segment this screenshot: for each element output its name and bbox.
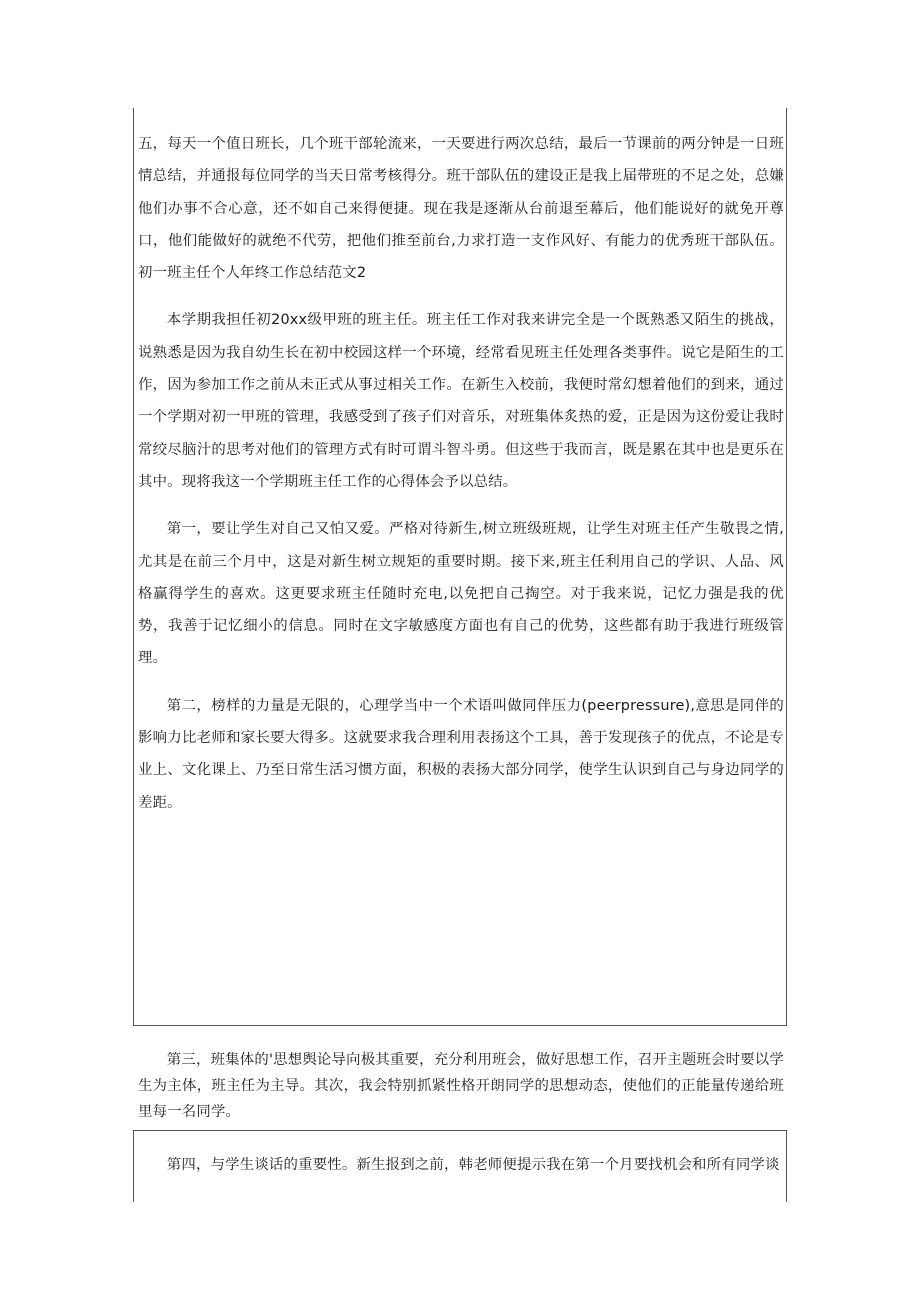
paragraph-intro: 本学期我担任初20xx级甲班的班主任。班主任工作对我来讲完全是一个既熟悉又陌生的挑战，说熟悉是因为我自幼生长在初中校园这样一个环境，经常看见班主任处理各类事件。说它是陌生的工作，因为参加工作之前从未正式从事过相关工作。在新生入校前，我便时常幻想着他们的到来，通过一个学期对初一甲班的管理，我感受到了孩子们对音乐，对班集体炙热的爱，正是因为这份爱让我时常绞尽脑汁的思考对他们的管理方式有时可谓斗智斗勇。但这些于我而言，既是累在其中也是更乐在其中。现将我这一个学期班主任工作的心得体会予以总结。	[138, 312, 784, 490]
paragraph-first-point: 第一，要让学生对自己又怕又爱。严格对待新生,树立班级班规，让学生对班主任产生敬畏之情,尤其是在前三个月中，这是对新生树立规矩的重要时期。接下来,班主任利用自己的学识、人品、风格赢得学生的喜欢。这更要求班主任随时充电,以免把自己掏空。对于我来说，记忆力强是我的优势，我善于记忆细小的信息。同时在文字敏感度方面也有自己的优势，这些都有助于我进行班级管理。	[138, 521, 784, 667]
paragraph-third-point: 第三，班集体的'思想舆论导向极其重要，充分利用班会，做好思想工作，召开主题班会时要以学生为主体，班主任为主导。其次，我会特别抓紧性格开朗同学的思想动态，使他们的正能量传递给班里每一名同学。	[138, 1052, 784, 1120]
paragraph-second-point: 第二，榜样的力量是无限的，心理学当中一个术语叫做同伴压力(peerpressure),意思是同伴的影响力比老师和家长要大得多。这就要求我合理利用表扬这个工具，善于发现孩子的优点，不论是专业上、文化课上、乃至日常生活习惯方面，积极的表扬大部分同学，使学生认识到自己与身边同学的差距。	[138, 697, 784, 811]
document-body-bottom	[138, 1150, 784, 1180]
paragraph-fourth-point: 第四，与学生谈话的重要性。新生报到之前，韩老师便提示我在第一个月要找机会和所有同学谈	[166, 1157, 780, 1173]
document-body-middle	[138, 1047, 784, 1125]
document-body-top	[138, 128, 784, 819]
paragraph-class-leaders: 五，每天一个值日班长，几个班干部轮流来，一天要进行两次总结，最后一节课前的两分钟是一日班情总结，并通报每位同学的当天日常考核得分。班干部队伍的建设正是我上届带班的不足之处，总嫌他们办事不合心意，还不如自己来得便捷。现在我是逐渐从台前退至幕后，他们能说好的就免开尊口，他们能做好的就绝不代劳，把他们推至前台,力求打造一支作风好、有能力的优秀班干部队伍。初一班主任个人年终工作总结范文2	[138, 136, 784, 282]
